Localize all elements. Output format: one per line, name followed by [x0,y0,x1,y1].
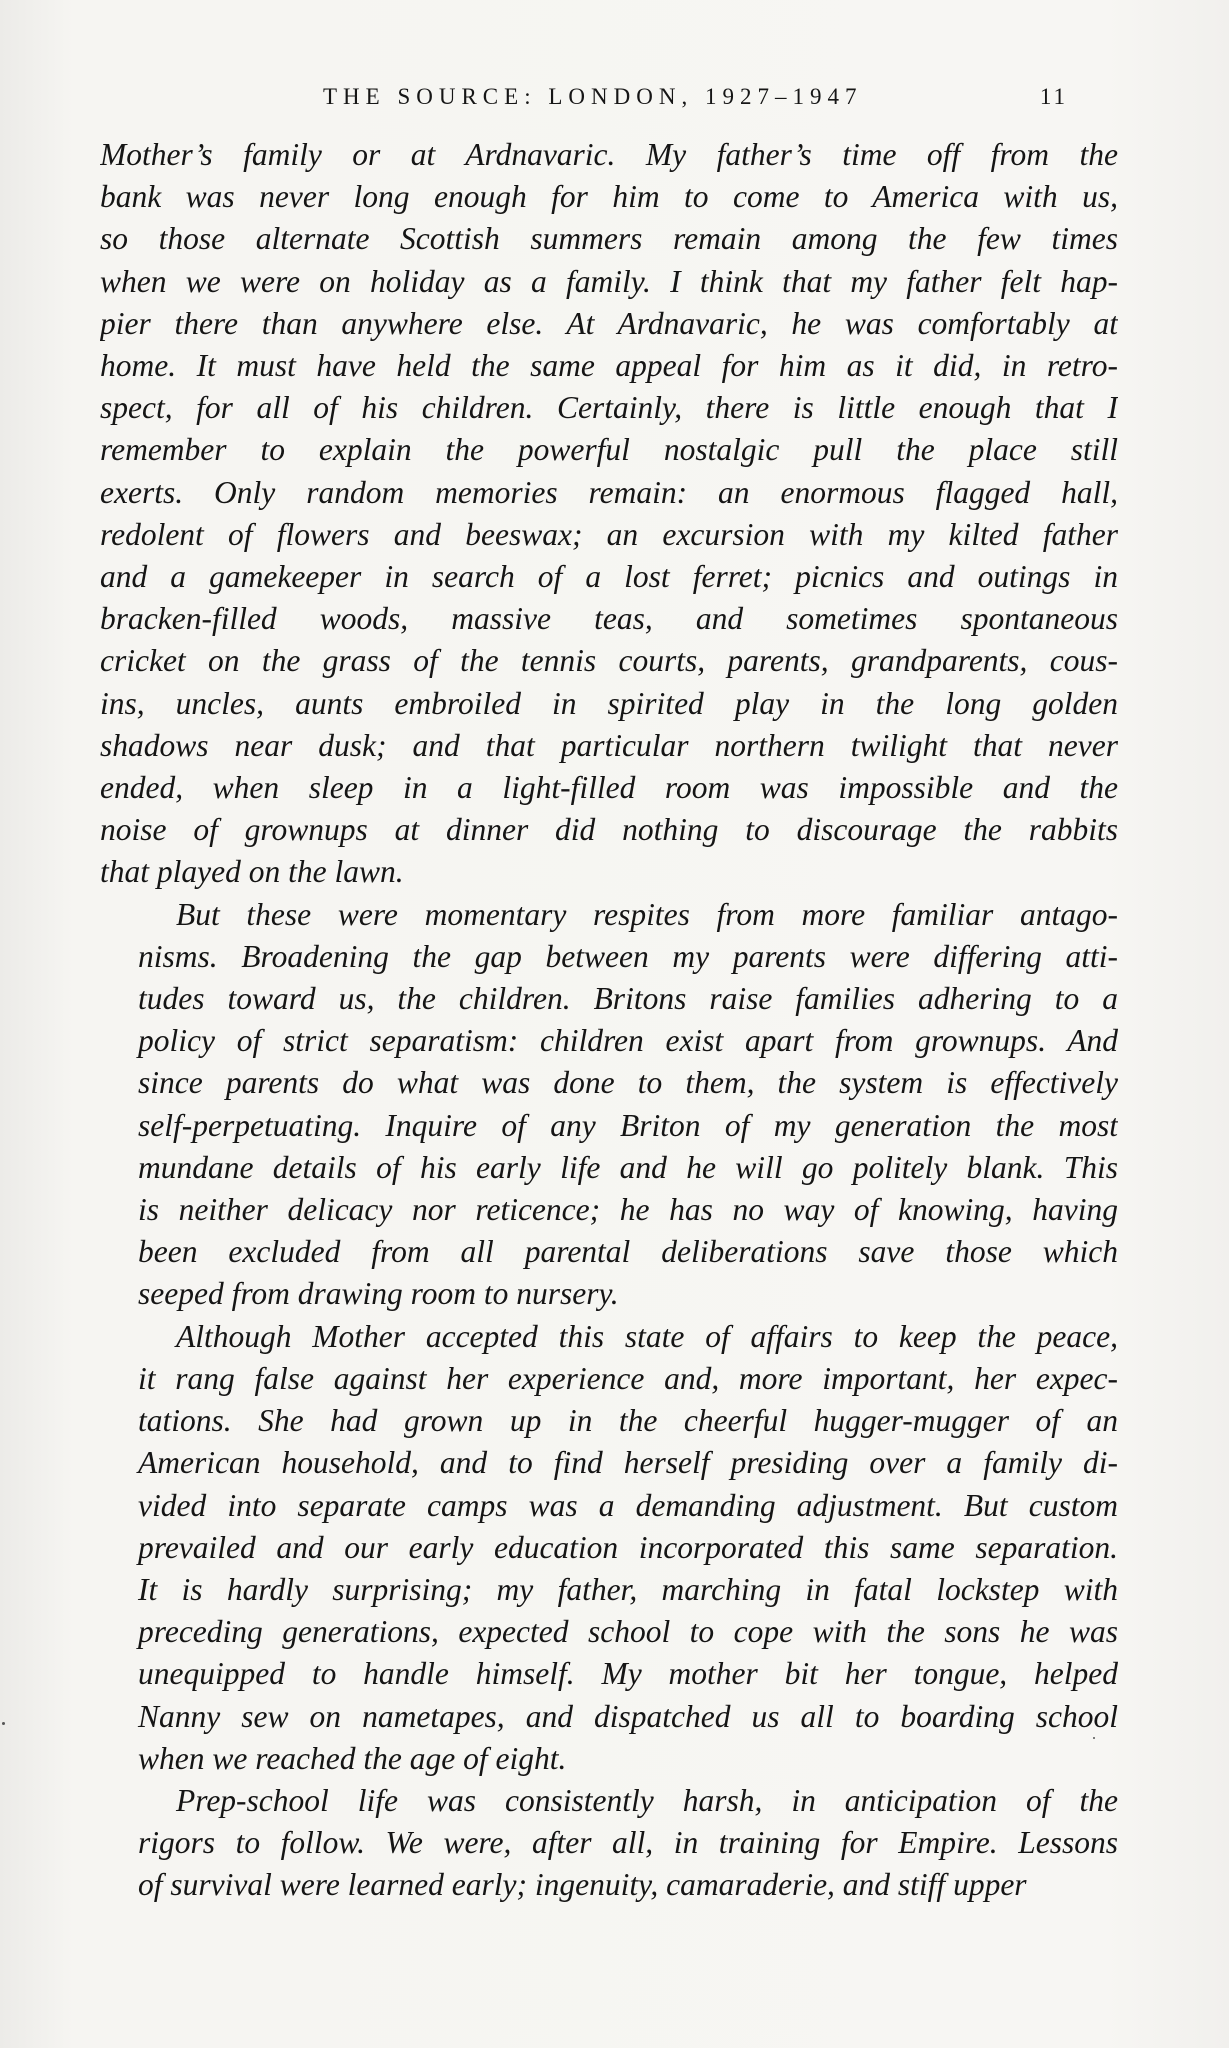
text-line: Mother’s family or at Ardnavaric. My father’s time off from the [100,137,1118,172]
text-line: remember to explain the powerful nostalgic pull the place still [100,432,1118,468]
body-text [100,134,1118,1907]
text-line: of survival were learned early; ingenuity, camaraderie, and stiff upper [138,1867,1027,1903]
text-line: Prep-school life was consistently harsh, in anticipation of the [176,1782,1118,1818]
text-line: pier there than anywhere else. At Ardnavaric, he was comfortably at [100,305,1118,341]
text-line: ended, when sleep in a light-filled room was impossible and the [100,770,1118,806]
text-line: when we were on holiday as a family. I think that my father felt hap- [100,263,1118,299]
text-line: is neither delicacy nor reticence; he has no way of knowing, having [138,1192,1118,1228]
scan-speck [1093,1737,1095,1739]
text-line: shadows near dusk; and that particular northern twilight that never [100,727,1118,763]
text-line: cricket on the grass of the tennis courts, parents, grandparents, cous- [100,643,1118,679]
running-head [323,84,1068,124]
scan-speck [2,1722,5,1725]
text-line: bracken-filled woods, massive teas, and sometimes spontaneous [100,601,1118,637]
text-line: bank was never long enough for him to come to America with us, [100,179,1118,215]
text-line: nisms. Broadening the gap between my parents were differing atti- [138,938,1118,974]
text-line: ins, uncles, aunts embroiled in spirited play in the long golden [100,685,1118,721]
text-line: seeped from drawing room to nursery. [138,1276,619,1312]
text-line: vided into separate camps was a demanding adjustment. But custom [138,1487,1118,1523]
text-line: noise of grownups at dinner did nothing to discourage the rabbits [100,812,1118,848]
text-line: since parents do what was done to them, the system is effectively [138,1065,1118,1101]
text-line: tations. She had grown up in the cheerful hugger-mugger of an [138,1403,1118,1439]
paragraph [100,1780,1118,1907]
paragraph [100,894,1118,1316]
text-line: tudes toward us, the children. Britons raise families adhering to a [138,981,1118,1017]
text-line: it rang false against her experience and, more important, her expec- [138,1360,1118,1396]
text-line: Nanny sew on nametapes, and dispatched us all to boarding school [138,1698,1118,1734]
text-line: But these were momentary respites from more familiar antago- [176,896,1118,932]
text-line: American household, and to find herself presiding over a family di- [138,1445,1118,1481]
paragraph [100,134,1118,894]
text-line: so those alternate Scottish summers remain among the few times [100,221,1118,257]
text-line: and a gamekeeper in search of a lost ferret; picnics and outings in [100,559,1118,595]
page-number: 11 [1039,84,1068,109]
text-line: spect, for all of his children. Certainly, there is little enough that I [100,390,1118,426]
text-line: Although Mother accepted this state of affairs to keep the peace, [176,1318,1118,1354]
text-line: unequipped to handle himself. My mother bit her tongue, helped [138,1656,1118,1692]
text-line: policy of strict separatism: children exist apart from grownups. And [138,1023,1118,1059]
running-head-title: THE SOURCE: LONDON, 1927–1947 [323,84,863,109]
text-line: prevailed and our early education incorporated this same separation. [138,1529,1118,1565]
paragraph [100,1316,1118,1780]
text-line: mundane details of his early life and he will go politely blank. This [138,1149,1118,1185]
text-line: exerts. Only random memories remain: an enormous flagged hall, [100,474,1118,510]
text-line: been excluded from all parental deliberations save those which [138,1234,1118,1270]
text-line: preceding generations, expected school to cope with the sons he was [138,1614,1118,1650]
text-line: when we reached the age of eight. [138,1740,567,1776]
text-line: redolent of flowers and beeswax; an excursion with my kilted father [100,516,1118,552]
text-line: It is hardly surprising; my father, marching in fatal lockstep with [138,1571,1118,1607]
text-line: rigors to follow. We were, after all, in training for Empire. Lessons [138,1825,1118,1861]
text-line: home. It must have held the same appeal for him as it did, in retro- [100,348,1118,384]
text-line: that played on the lawn. [100,854,404,890]
text-line: self-perpetuating. Inquire of any Briton of my generation the most [138,1107,1118,1143]
